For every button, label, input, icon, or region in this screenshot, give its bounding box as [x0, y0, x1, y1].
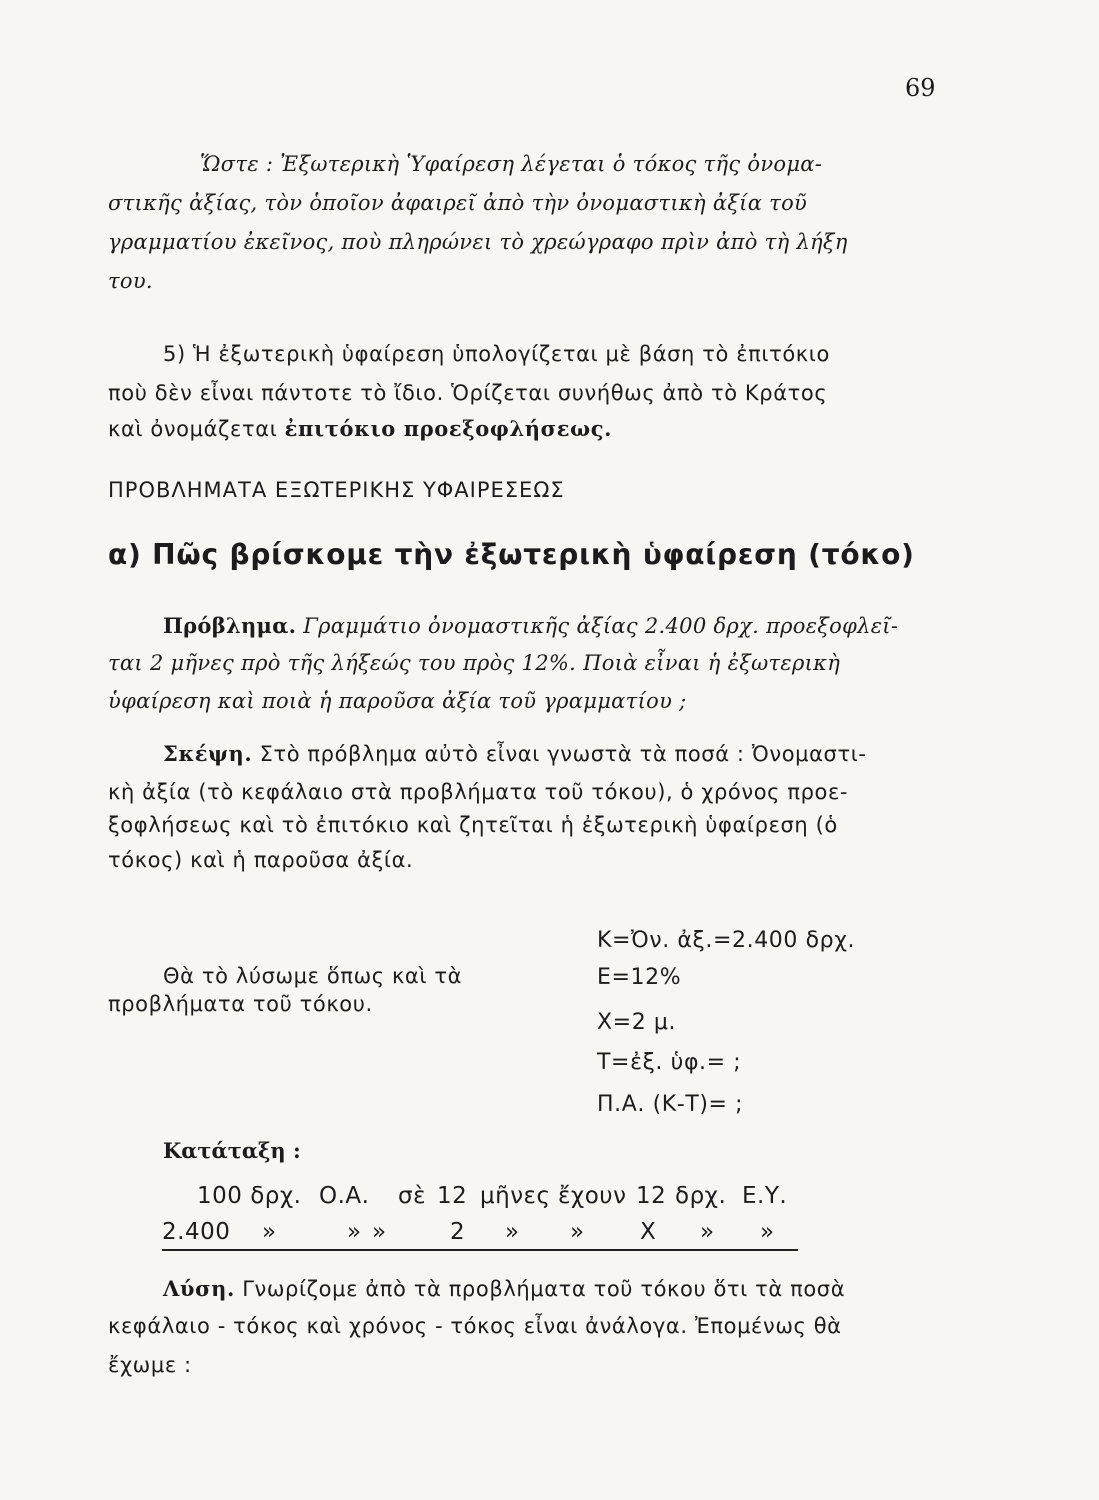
problem-line-2: ται 2 μῆνες πρὸ τῆς λήξεώς του πρὸς 12%. Ποιὰ εἶναι ἡ ἐξωτερικὴ [108, 651, 841, 675]
definition-line-2: στικῆς ἀξίας, τὸν ὁποῖον ἀφαιρεῖ ἀπὸ τὴν ὀνομαστικὴ ἀξία τοῦ [108, 191, 808, 215]
given-time: Χ=2 μ. [597, 1010, 677, 1035]
arrangement-cell: σὲ [398, 1183, 427, 1209]
arrangement-cell: » [262, 1219, 277, 1245]
given-rate: Ε=12% [597, 965, 682, 990]
point-5-line-2: ποὺ δὲν εἶναι πάντοτε τὸ ἴδιο. Ὁρίζεται συνήθως ἀπὸ τὸ Κράτος [108, 381, 828, 405]
arrangement-cell: Χ [640, 1219, 657, 1245]
given-present-value: Π.Α. (Κ-Τ)= ; [597, 1092, 744, 1117]
solve-like-line-2: προβλήματα τοῦ τόκου. [108, 992, 373, 1016]
definition-line-4: του. [108, 269, 153, 293]
problem-label: Πρόβλημα. [163, 613, 297, 638]
arrangement-cell: 12 [437, 1183, 468, 1209]
arrangement-cell: » [760, 1219, 775, 1245]
arrangement-cell: 2.400 [162, 1219, 231, 1245]
solution-line-1 [163, 1276, 845, 1301]
point-5-text: καὶ ὀνομάζεται [108, 417, 285, 441]
point-5-line-1: 5) Ἡ ἐξωτερικὴ ὑφαίρεση ὑπολογίζεται μὲ βάση τὸ ἐπιτόκιο [163, 342, 830, 366]
point-5-term: ἐπιτόκιο προεξοφλήσεως. [284, 416, 613, 441]
arrangement-cell: Ε.Υ. [742, 1183, 788, 1209]
problem-line-1 [163, 613, 898, 638]
solution-line-2: κεφάλαιο - τόκος καὶ χρόνος - τόκος εἶναι ἀνάλογα. Ἐπομένως θὰ [108, 1314, 842, 1338]
given-discount: Τ=ἐξ. ὑφ.= ; [597, 1050, 742, 1075]
arrangement-rule [162, 1249, 798, 1251]
definition-line-1: Ὥστε : Ἐξωτερικὴ Ὑφαίρεση λέγεται ὁ τόκος τῆς ὀνομα- [200, 152, 823, 176]
arrangement-cell: 2 [450, 1219, 466, 1245]
arrangement-cell: 100 δρχ. [197, 1183, 302, 1209]
page-number: 69 [905, 74, 936, 102]
thought-line-3: ξοφλήσεως καὶ τὸ ἐπιτόκιο καὶ ζητεῖται ἡ ἐξωτερικὴ ὑφαίρεση (ὁ [108, 813, 838, 837]
solution-line-3: ἔχωμε : [108, 1353, 192, 1377]
arrangement-cell: δρχ. [675, 1183, 727, 1209]
definition-line-3: γραμματίου ἐκεῖνος, ποὺ πληρώνει τὸ χρεώγραφο πρὶν ἀπὸ τὴ λήξη [108, 230, 848, 254]
problem-text-1: Γραμμάτιο ὀνομαστικῆς ἀξίας 2.400 δρχ. προεξοφλεῖ- [296, 614, 899, 638]
thought-line-4: τόκος) καὶ ἡ παροῦσα ἀξία. [108, 848, 414, 872]
arrangement-cell: μῆνες [480, 1183, 551, 1209]
thought-line-1 [163, 741, 867, 766]
arrangement-cell: » [505, 1219, 520, 1245]
arrangement-label: Κατάταξη : [163, 1138, 301, 1163]
arrangement-cell: » [570, 1219, 585, 1245]
thought-label: Σκέψη. [163, 741, 253, 766]
arrangement-cell: » [372, 1219, 387, 1245]
arrangement-cell: ἔχουν [558, 1183, 627, 1209]
given-capital: Κ=Ὀν. ἀξ.=2.400 δρχ. [597, 928, 856, 953]
thought-text-1: Στὸ πρόβλημα αὐτὸ εἶναι γνωστὰ τὰ ποσά : Ὀνομαστι- [252, 742, 867, 766]
section-title: ΠΡΟΒΛΗΜΑΤΑ ΕΞΩΤΕΡΙΚΗΣ ΥΦΑΙΡΕΣΕΩΣ [108, 478, 565, 502]
subsection-heading: α) Πῶς βρίσκομε τὴν ἐξωτερικὴ ὑφαίρεση (τόκο) [108, 538, 915, 571]
solution-text-1: Γνωρίζομε ἀπὸ τὰ προβλήματα τοῦ τόκου ὅτι τὰ ποσὰ [234, 1277, 846, 1301]
arrangement-cell: Ο.Α. [319, 1183, 370, 1209]
arrangement-cell: » [700, 1219, 715, 1245]
solution-label: Λύση. [163, 1276, 235, 1301]
problem-line-3: ὑφαίρεση καὶ ποιὰ ἡ παροῦσα ἀξία τοῦ γραμματίου ; [108, 689, 687, 713]
point-5-line-3 [108, 416, 612, 441]
arrangement-cell: 12 [636, 1183, 667, 1209]
thought-line-2: κὴ ἀξία (τὸ κεφάλαιο στὰ προβλήματα τοῦ τόκου), ὁ χρόνος προε- [108, 780, 849, 804]
arrangement-cell: » [347, 1219, 362, 1245]
solve-like-line-1: Θὰ τὸ λύσωμε ὅπως καὶ τὰ [163, 964, 463, 988]
